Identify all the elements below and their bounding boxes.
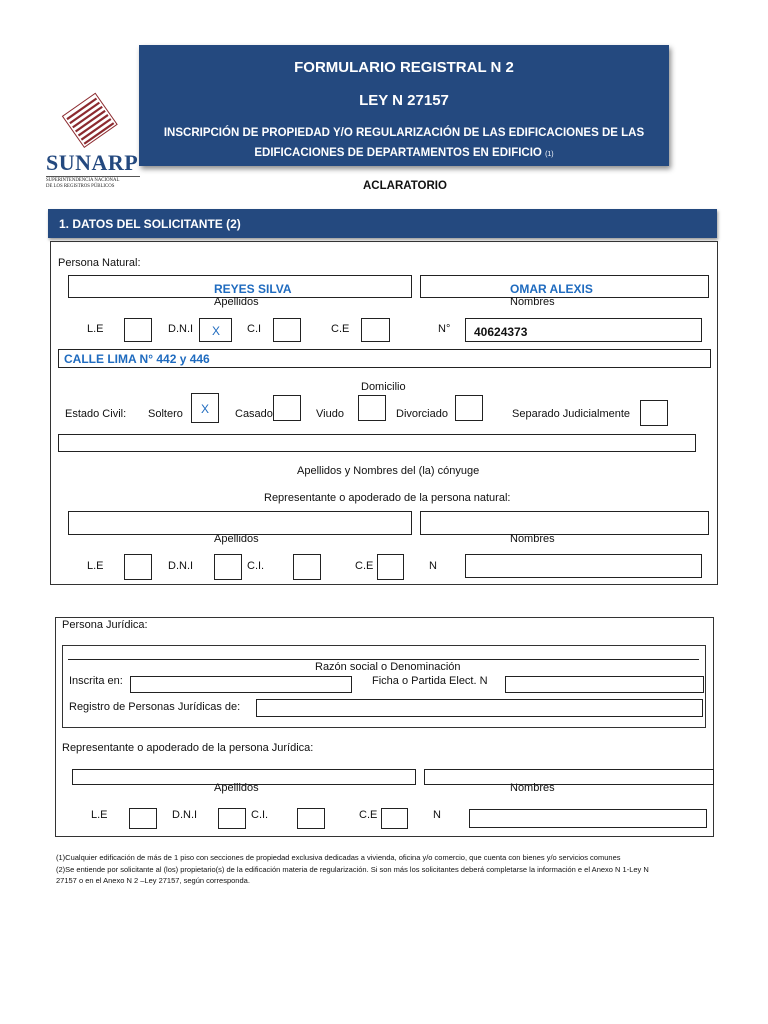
separado-label: Separado Judicialmente (512, 408, 631, 420)
section-1-header (48, 209, 717, 238)
ce-checkbox[interactable] (361, 318, 390, 342)
sunarp-emblem-icon (42, 88, 142, 150)
form-subtitle (149, 123, 659, 165)
form-title: FORMULARIO REGISTRAL N 2 (294, 59, 514, 76)
rep-juridica-label: Representante o apoderado de la persona Jurídica: (62, 742, 314, 754)
number-label: N° (438, 323, 451, 335)
rep-apellidos-field[interactable] (68, 511, 412, 535)
rep-apellidos-label: Apellidos (214, 533, 259, 545)
footnote-2-line-2: 27157 o en el Anexo N 2 –Ley 27157, según corresponda. (56, 876, 250, 885)
subtitle-note: (1) (545, 151, 554, 158)
rep-ce-label: C.E (355, 560, 374, 572)
apellidos-value: REYES SILVA (214, 282, 292, 296)
rep-le-checkbox[interactable] (124, 554, 152, 580)
logo-tagline-2: DE LOS REGISTROS PÚBLICOS (46, 184, 115, 189)
estado-civil-label: Estado Civil: (65, 408, 127, 420)
dni-mark: X (212, 324, 221, 338)
registro-label: Registro de Personas Jurídicas de: (69, 701, 241, 713)
inscrita-label: Inscrita en: (69, 675, 123, 687)
ficha-label: Ficha o Partida Elect. N (372, 675, 488, 687)
dni-label: D.N.I (168, 323, 194, 335)
inscrita-field[interactable] (130, 676, 352, 693)
jur-n-label: N (433, 809, 441, 821)
rep-nombres-label: Nombres (510, 533, 555, 545)
jur-dni-checkbox[interactable] (218, 808, 246, 829)
divorciado-label: Divorciado (396, 408, 448, 420)
conyuge-label: Apellidos y Nombres del (la) cónyuge (297, 465, 480, 477)
le-checkbox[interactable] (124, 318, 152, 342)
subtitle-line-2: EDIFICACIONES DE DEPARTAMENTOS EN EDIFICIO (254, 147, 542, 159)
number-value: 40624373 (474, 325, 528, 339)
apellidos-label: Apellidos (214, 296, 259, 308)
rep-ci-label: C.I. (247, 560, 265, 572)
logo-name: SUNARP (46, 150, 139, 175)
casado-label: Casado (235, 408, 273, 420)
rep-dni-checkbox[interactable] (214, 554, 242, 580)
registro-field[interactable] (256, 699, 703, 717)
persona-juridica-label: Persona Jurídica: (62, 619, 148, 631)
separado-checkbox[interactable] (640, 400, 668, 426)
razon-social-label: Razón social o Denominación (315, 661, 461, 673)
rep-juridica-nombres-field[interactable] (424, 769, 714, 785)
divorciado-checkbox[interactable] (455, 395, 483, 421)
nombres-label: Nombres (510, 296, 555, 308)
jur-dni-label: D.N.I (172, 809, 198, 821)
ci-label: C.I (247, 323, 262, 335)
rep-number-field[interactable] (465, 554, 702, 578)
viudo-checkbox[interactable] (358, 395, 386, 421)
conyuge-field[interactable] (58, 434, 696, 452)
aclaratorio-label: ACLARATORIO (363, 180, 447, 192)
rep-ce-checkbox[interactable] (377, 554, 404, 580)
ce-label: C.E (331, 323, 350, 335)
soltero-label: Soltero (148, 408, 183, 420)
jur-le-label: L.E (91, 809, 108, 821)
soltero-mark: X (201, 402, 210, 416)
rep-nombres-field[interactable] (420, 511, 709, 535)
persona-natural-label: Persona Natural: (58, 257, 141, 269)
rep-ci-checkbox[interactable] (293, 554, 321, 580)
viudo-label: Viudo (316, 408, 344, 420)
rep-juridica-nombres-label: Nombres (510, 782, 555, 794)
footnote-1: (1)Cualquier edificación de más de 1 piso con secciones de propiedad exclusiva dedicadas a vivienda, oficina y/o comercio, que cuenta con bienes y/o servicios comunes (56, 853, 621, 862)
jur-number-field[interactable] (469, 809, 707, 828)
domicilio-label: Domicilio (361, 381, 406, 393)
ficha-field[interactable] (505, 676, 704, 693)
casado-checkbox[interactable] (273, 395, 301, 421)
law-title: LEY N 27157 (359, 92, 449, 109)
logo-tagline-1: SUPERINTENDENCIA NACIONAL (46, 176, 140, 183)
rep-natural-label: Representante o apoderado de la persona natural: (264, 492, 511, 504)
nombres-value: OMAR ALEXIS (510, 282, 593, 296)
section-1-title: 1. DATOS DEL SOLICITANTE (2) (59, 217, 241, 231)
footnote-2-line-1: (2)Se entiende por solicitante al (los) propietario(s) de la edificación materia de regularización. Si son más los solicitantes deberá completarse la información e el Anexo N 1-Ley N (56, 865, 649, 874)
jur-ci-checkbox[interactable] (297, 808, 325, 829)
jur-ci-label: C.I. (251, 809, 269, 821)
form-header (139, 45, 669, 166)
jur-ce-checkbox[interactable] (381, 808, 408, 829)
rep-n-label: N (429, 560, 437, 572)
rep-le-label: L.E (87, 560, 104, 572)
razon-social-line (68, 659, 699, 660)
jur-ce-label: C.E (359, 809, 378, 821)
domicilio-value: CALLE LIMA N° 442 y 446 (64, 352, 210, 366)
subtitle-line-1: INSCRIPCIÓN DE PROPIEDAD Y/O REGULARIZACIÓN DE LAS EDIFICACIONES DE LAS (163, 127, 645, 139)
jur-le-checkbox[interactable] (129, 808, 157, 829)
rep-juridica-apellidos-label: Apellidos (214, 782, 259, 794)
sunarp-logo (42, 88, 142, 192)
rep-dni-label: D.N.I (168, 560, 194, 572)
ci-checkbox[interactable] (273, 318, 301, 342)
le-label: L.E (87, 323, 104, 335)
